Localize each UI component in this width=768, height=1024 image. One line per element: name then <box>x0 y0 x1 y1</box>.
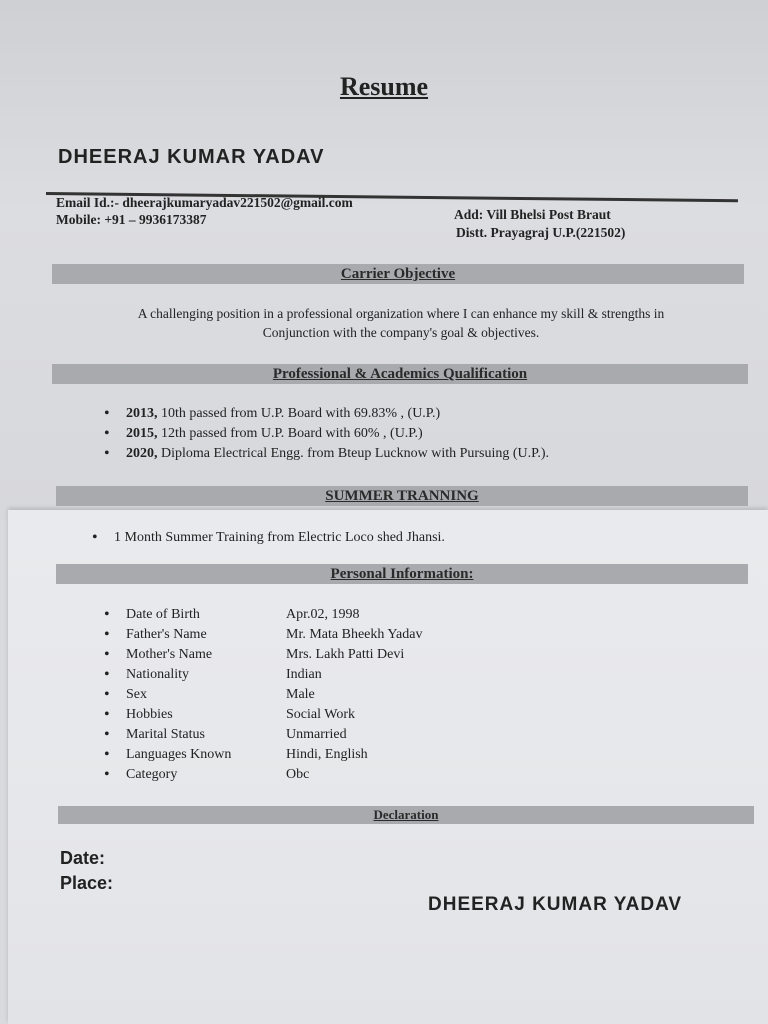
list-item <box>104 725 423 745</box>
list-item: • 2013, 10th passed from U.P. Board with 69.83% , (U.P.) <box>104 404 549 424</box>
list-item <box>104 765 423 785</box>
list-item <box>104 705 423 725</box>
info-value: Indian <box>286 667 322 682</box>
date-label: Date: <box>60 848 106 868</box>
objective-heading-bar <box>52 264 744 284</box>
email-line: Email Id.:- dheerajkumaryadav221502@gmail.com <box>56 195 353 210</box>
signature-name: DHEERAJ KUMAR YADAV <box>428 894 683 915</box>
qualification-list <box>104 404 549 464</box>
training-heading: SUMMER TRANNING <box>325 488 479 504</box>
info-value: Social Work <box>286 707 355 722</box>
personal-heading-bar <box>56 564 748 584</box>
objective-line-1: A challenging position in a professional organization where I can enhance my skill & strengths in <box>137 306 665 321</box>
list-item: • 2015, 12th passed from U.P. Board with 60% , (U.P.) <box>104 424 549 444</box>
qualification-heading-bar <box>52 364 748 384</box>
list-item: • 1 Month Summer Training from Electric Loco shed Jhansi. <box>92 528 445 548</box>
info-label: • Hobbies <box>126 707 173 722</box>
info-value: Mr. Mata Bheekh Yadav <box>286 627 423 642</box>
info-value: Unmarried <box>286 727 347 742</box>
info-label: • Father's Name <box>126 627 207 642</box>
list-item <box>104 625 423 645</box>
place-label: Place: <box>60 873 114 893</box>
page-title: Resume <box>339 72 429 101</box>
list-item <box>104 665 423 685</box>
info-value: Mrs. Lakh Patti Devi <box>286 647 405 662</box>
list-item <box>104 745 423 765</box>
address-line-2: Distt. Prayagraj U.P.(221502) <box>456 225 626 240</box>
info-value: Hindi, English <box>286 747 368 762</box>
info-label: • Sex <box>126 687 147 702</box>
declaration-heading: Declaration <box>373 807 439 822</box>
info-label: • Mother's Name <box>126 647 213 662</box>
info-label: • Nationality <box>126 667 189 682</box>
list-item <box>104 645 423 665</box>
list-item <box>104 605 423 625</box>
info-value: Apr.02, 1998 <box>286 607 360 622</box>
objective-heading: Carrier Objective <box>340 266 456 282</box>
info-label: • Date of Birth <box>126 607 200 622</box>
qualification-heading: Professional & Academics Qualification <box>272 366 528 382</box>
address-block <box>454 206 625 242</box>
declaration-heading-bar <box>58 806 754 824</box>
info-label: • Marital Status <box>126 727 205 742</box>
info-label: • Languages Known <box>126 747 232 762</box>
mobile-line: Mobile: +91 – 9936173387 <box>56 212 207 227</box>
list-item <box>104 685 423 705</box>
candidate-name: DHEERAJ KUMAR YADAV <box>58 146 325 168</box>
list-item: • 2020, Diploma Electrical Engg. from Bteup Lucknow with Pursuing (U.P.). <box>104 444 549 464</box>
objective-text <box>60 304 742 342</box>
address-line-1: Add: Vill Bhelsi Post Braut <box>454 207 611 222</box>
training-list <box>92 528 445 548</box>
training-heading-bar <box>56 486 748 506</box>
contact-left <box>56 194 353 228</box>
objective-line-2: Conjunction with the company's goal & objectives. <box>262 325 540 340</box>
personal-heading: Personal Information: <box>330 566 474 582</box>
info-value: Obc <box>286 767 310 782</box>
info-value: Male <box>286 687 315 702</box>
info-label: • Category <box>126 767 178 782</box>
personal-info-list <box>104 605 423 785</box>
